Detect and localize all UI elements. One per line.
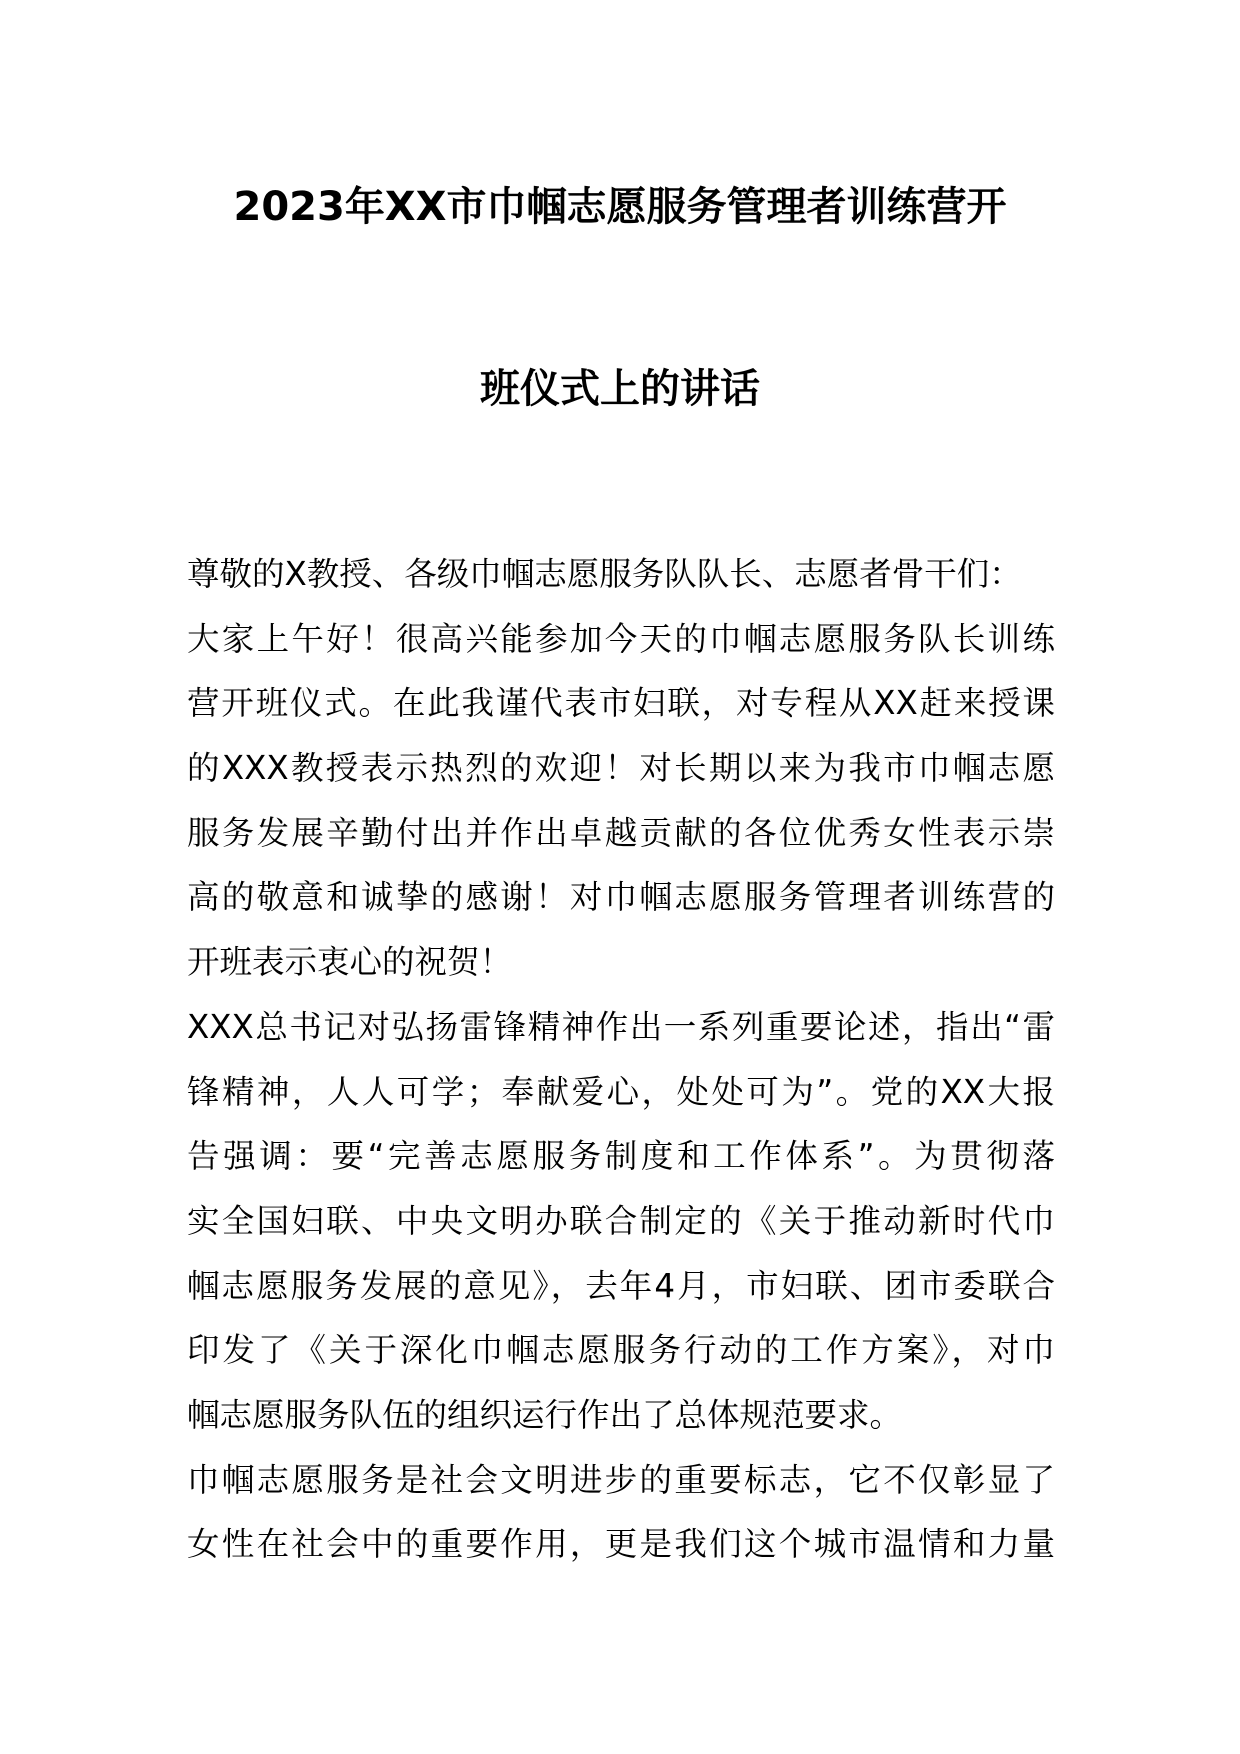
body-line-4: 的XXX教授表示热烈的欢迎！对长期以来为我市巾帼志愿 (187, 749, 1055, 788)
body-line-12: 帼志愿服务发展的意见》，去年4月，市妇联、团市委联合 (187, 1266, 1055, 1305)
body-line-6: 高的敬意和诚挚的感谢！对巾帼志愿服务管理者训练营的 (187, 878, 1055, 917)
body-line-1: 尊敬的X教授、各级巾帼志愿服务队队长、志愿者骨干们： (187, 555, 1022, 593)
body-line-10: 告强调：要“完善志愿服务制度和工作体系”。为贯彻落 (187, 1137, 1055, 1176)
body-line-14: 帼志愿服务队伍的组织运行作出了总体规范要求。 (187, 1395, 903, 1434)
body-line-5: 服务发展辛勤付出并作出卓越贡献的各位优秀女性表示崇 (187, 813, 1055, 852)
body-line-13: 印发了《关于深化巾帼志愿服务行动的工作方案》，对巾 (187, 1331, 1055, 1370)
body-line-8: XXX总书记对弘扬雷锋精神作出一系列重要论述，指出“雷 (187, 1007, 1055, 1046)
body-line-9: 锋精神，人人可学；奉献爱心，处处可为”。党的XX大报 (187, 1072, 1055, 1111)
document-title-line-2: 班仪式上的讲话 (480, 366, 760, 412)
body-line-3: 营开班仪式。在此我谨代表市妇联，对专程从XX赶来授课 (187, 684, 1055, 723)
body-line-2: 大家上午好！很高兴能参加今天的巾帼志愿服务队长训练 (187, 619, 1055, 658)
document-title-line-1: 2023年XX市巾帼志愿服务管理者训练营开 (233, 184, 1007, 230)
body-line-16: 女性在社会中的重要作用，更是我们这个城市温情和力量 (187, 1525, 1055, 1564)
document-body (187, 542, 1055, 1577)
body-line-15: 巾帼志愿服务是社会文明进步的重要标志，它不仅彰显了 (187, 1460, 1055, 1499)
body-line-11: 实全国妇联、中央文明办联合制定的《关于推动新时代巾 (187, 1201, 1055, 1240)
body-line-7: 开班表示衷心的祝贺！ (187, 943, 513, 982)
